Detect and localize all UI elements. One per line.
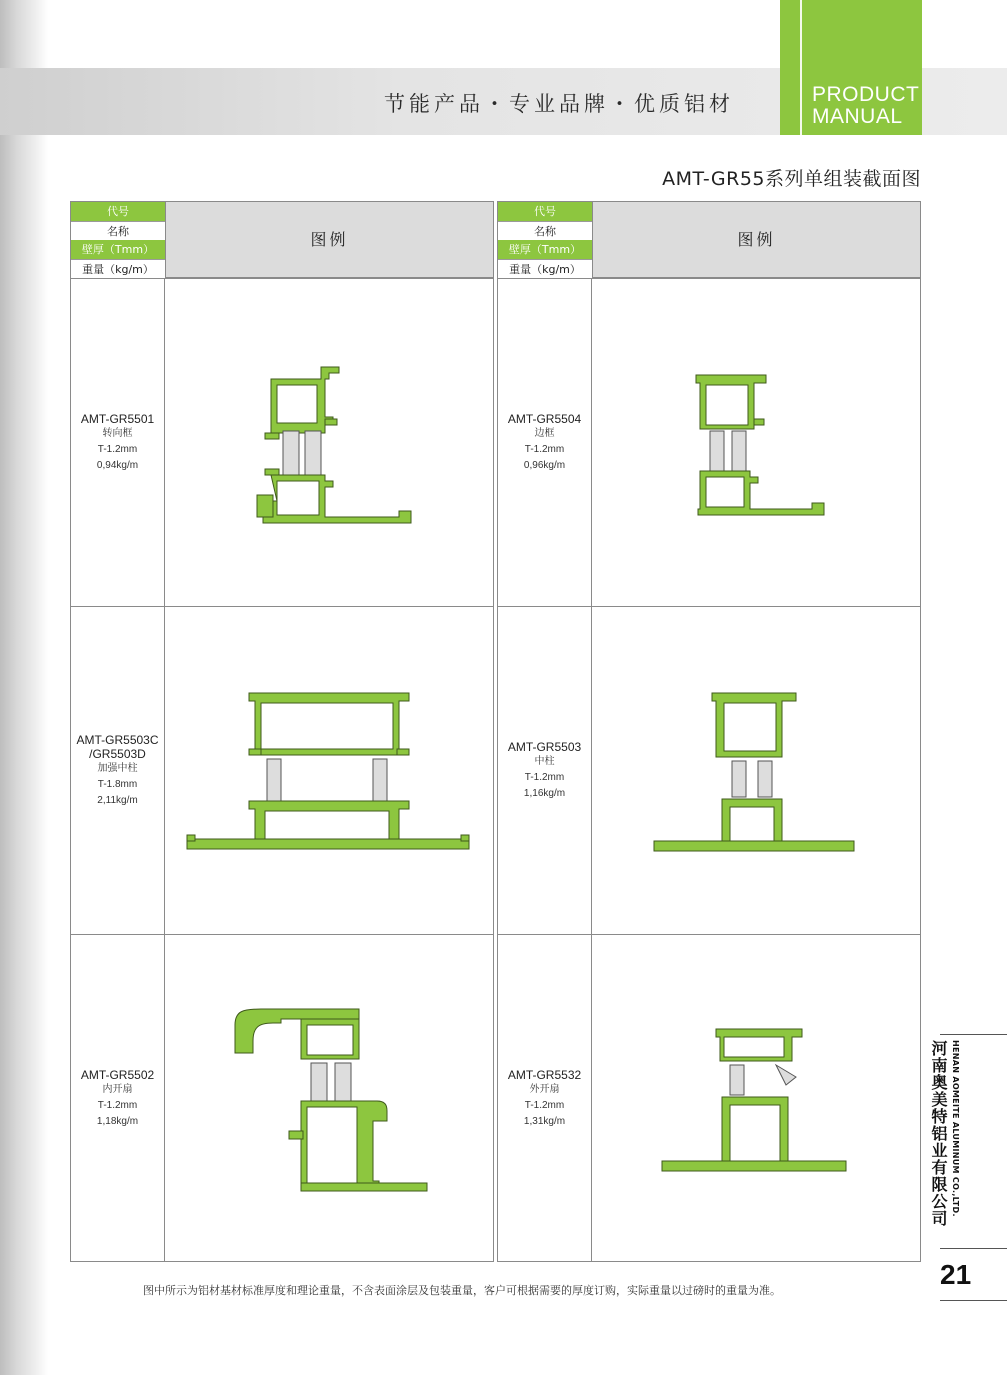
header-code-cell: 代号 — [71, 202, 165, 221]
product-code: AMT-GR5503 — [507, 739, 582, 754]
divider-line — [940, 1300, 1007, 1301]
header-figure-cell: 图例 — [592, 202, 920, 277]
product-name: 转向框 — [102, 427, 133, 439]
product-code: AMT-GR5532 — [507, 1067, 582, 1082]
manual-badge-text — [812, 84, 919, 128]
table-header — [71, 202, 493, 278]
header-name-cell: 名称 — [71, 221, 165, 240]
header-name-cell: 名称 — [498, 221, 592, 240]
manual-line-1: PRODUCT — [812, 83, 920, 106]
header-slogan: 节能产品・专业品牌・优质铝材 — [384, 92, 734, 116]
product-name: 中柱 — [534, 755, 555, 767]
product-weight: 1,16kg/m — [523, 787, 566, 799]
product-name: 外开扇 — [529, 1083, 560, 1095]
product-thickness: T-1.2mm — [524, 443, 565, 455]
company-name-vertical — [927, 1040, 977, 1240]
table-row — [498, 278, 920, 606]
product-name: 加强中柱 — [97, 762, 138, 774]
product-label-cell — [71, 607, 165, 934]
manual-badge-divider — [800, 0, 802, 135]
product-label-cell — [71, 935, 165, 1262]
product-label-cell — [71, 279, 165, 606]
divider-line — [940, 1034, 1007, 1035]
table-row — [498, 934, 920, 1262]
product-code-alt: /GR5503D — [89, 746, 146, 761]
product-code: AMT-GR5501 — [80, 411, 155, 426]
product-code: AMT-GR5502 — [80, 1067, 155, 1082]
product-table-left — [70, 201, 494, 1262]
product-name: 边框 — [534, 427, 555, 439]
product-figure-cell — [165, 279, 493, 606]
product-label-cell — [498, 935, 592, 1262]
header-weight-cell: 重量（kg/m） — [71, 259, 165, 278]
product-weight: 1,31kg/m — [523, 1115, 566, 1127]
product-table-right — [497, 201, 921, 1262]
product-thickness: T-1.2mm — [524, 771, 565, 783]
header-thickness-cell: 壁厚（Tmm） — [498, 240, 592, 259]
product-figure-cell — [165, 935, 493, 1262]
product-thickness: T-1.2mm — [97, 1099, 138, 1111]
profile-gr5503c-drawing — [165, 607, 493, 934]
divider-line — [940, 1248, 1007, 1249]
product-weight: 1,18kg/m — [96, 1115, 139, 1127]
product-thickness: T-1.2mm — [524, 1099, 565, 1111]
header-weight-cell: 重量（kg/m） — [498, 259, 592, 278]
product-label-cell — [498, 279, 592, 606]
product-code: AMT-GR5503C — [76, 732, 159, 747]
product-label-cell — [498, 607, 592, 934]
product-figure-cell — [592, 279, 920, 606]
table-row — [71, 278, 493, 606]
product-weight: 2,11kg/m — [97, 794, 138, 806]
header-code-cell: 代号 — [498, 202, 592, 221]
profile-gr5532-drawing — [592, 935, 920, 1262]
footnote: 图中所示为铝材基材标准厚度和理论重量，不含表面涂层及包装重量，客户可根据需要的厚度订购，实际重量以过磅时的重量为准。 — [143, 1284, 781, 1297]
product-figure-cell — [165, 607, 493, 934]
page-spine-shadow — [0, 0, 48, 1375]
company-name-en: HENAN AOMEITE ALUMINUM CO.,LTD. — [951, 1040, 960, 1217]
company-name-cn: 河南奥美特铝业有限公司 — [929, 1040, 948, 1227]
profile-gr5501-drawing — [165, 279, 493, 606]
manual-line-2: MANUAL — [812, 105, 903, 128]
header-thickness-cell: 壁厚（Tmm） — [71, 240, 165, 259]
page-title: AMT-GR55系列单组装截面图 — [662, 168, 921, 190]
table-header — [498, 202, 920, 278]
table-row — [498, 606, 920, 934]
product-figure-cell — [592, 607, 920, 934]
product-name: 内开扇 — [102, 1083, 133, 1095]
product-weight: 0,96kg/m — [523, 459, 566, 471]
product-weight: 0,94kg/m — [96, 459, 139, 471]
header-figure-cell: 图例 — [165, 202, 493, 277]
page-number: 21 — [940, 1259, 972, 1290]
table-row — [71, 934, 493, 1262]
profile-gr5503-drawing — [592, 607, 920, 934]
product-code: AMT-GR5504 — [507, 411, 582, 426]
product-thickness: T-1.2mm — [97, 443, 138, 455]
product-figure-cell — [592, 935, 920, 1262]
product-thickness: T-1.8mm — [97, 778, 138, 790]
profile-gr5502-drawing — [165, 935, 493, 1262]
profile-gr5504-drawing — [592, 279, 920, 606]
table-row — [71, 606, 493, 934]
